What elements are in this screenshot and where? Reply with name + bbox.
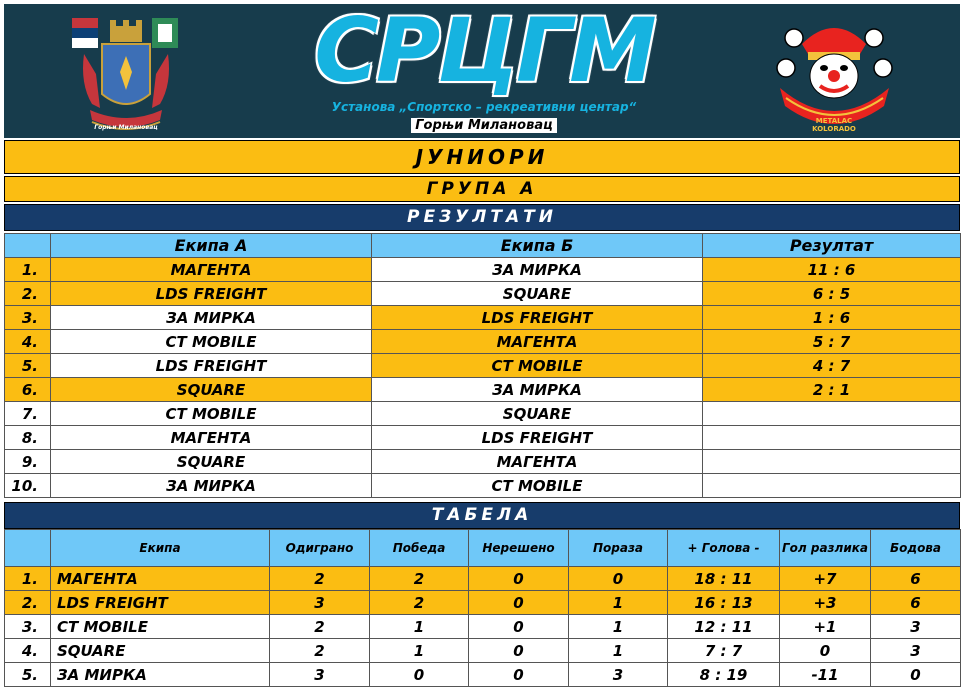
match-number: 10.: [5, 474, 51, 498]
goal-diff-cell: -11: [780, 663, 871, 687]
score-cell: 1 : 6: [703, 306, 961, 330]
standings-header-cell: Нерешено: [469, 530, 569, 567]
team-a-cell: CT MOBILE: [51, 330, 372, 354]
won-cell: 1: [370, 615, 469, 639]
score-cell: 6 : 5: [703, 282, 961, 306]
team-b-cell: LDS FREIGHT: [372, 306, 703, 330]
team-b-cell: МАГЕНТА: [372, 450, 703, 474]
results-title: РЕЗУЛТАТИ: [407, 207, 557, 227]
header: [4, 0, 960, 138]
drawn-cell: 0: [469, 615, 569, 639]
lost-cell: 1: [569, 591, 668, 615]
team-a-cell: LDS FREIGHT: [51, 354, 372, 378]
goals-cell: 7 : 7: [668, 639, 780, 663]
match-number: 8.: [5, 426, 51, 450]
goal-diff-cell: +3: [780, 591, 871, 615]
drawn-cell: 0: [469, 639, 569, 663]
results-row: [5, 378, 961, 402]
match-number: 4.: [5, 330, 51, 354]
standings-row: [5, 639, 961, 663]
standings-header-cell: Бодова: [871, 530, 961, 567]
score-cell: 4 : 7: [703, 354, 961, 378]
team-b-cell: SQUARE: [372, 282, 703, 306]
points-cell: 3: [871, 615, 961, 639]
match-number: 7.: [5, 402, 51, 426]
goal-diff-cell: 0: [780, 639, 871, 663]
match-number: 6.: [5, 378, 51, 402]
team-a-cell: МАГЕНТА: [51, 426, 372, 450]
results-header-cell: [5, 234, 51, 258]
team-b-cell: CT MOBILE: [372, 354, 703, 378]
won-cell: 0: [370, 663, 469, 687]
metalac-kolorado-clown-logo-icon: [772, 14, 897, 134]
team-cell: SQUARE: [51, 639, 270, 663]
rank-cell: 5.: [5, 663, 51, 687]
match-number: 5.: [5, 354, 51, 378]
goals-cell: 18 : 11: [668, 567, 780, 591]
lost-cell: 3: [569, 663, 668, 687]
team-b-cell: CT MOBILE: [372, 474, 703, 498]
rank-cell: 2.: [5, 591, 51, 615]
rank-cell: 3.: [5, 615, 51, 639]
team-a-cell: CT MOBILE: [51, 402, 372, 426]
standings-header-cell: Пораза: [569, 530, 668, 567]
team-cell: LDS FREIGHT: [51, 591, 270, 615]
played-cell: 2: [270, 567, 370, 591]
lost-cell: 1: [569, 615, 668, 639]
team-b-cell: LDS FREIGHT: [372, 426, 703, 450]
goals-cell: 16 : 13: [668, 591, 780, 615]
score-cell: 2 : 1: [703, 378, 961, 402]
standings-header-cell: Екипа: [51, 530, 270, 567]
results-banner: [4, 204, 960, 231]
score-cell: 5 : 7: [703, 330, 961, 354]
won-cell: 2: [370, 567, 469, 591]
results-header-cell: Екипа Б: [372, 234, 703, 258]
team-cell: ЗА МИРКА: [51, 663, 270, 687]
standings-header-cell: Победа: [370, 530, 469, 567]
brand-city: Горњи Милановац: [304, 118, 664, 133]
standings-header-cell: Гол разлика: [780, 530, 871, 567]
table-title: ТАБЕЛА: [431, 505, 533, 525]
standings-row: [5, 591, 961, 615]
results-row: [5, 474, 961, 498]
points-cell: 0: [871, 663, 961, 687]
category-banner: [4, 140, 960, 174]
team-a-cell: SQUARE: [51, 378, 372, 402]
team-b-cell: SQUARE: [372, 402, 703, 426]
team-a-cell: SQUARE: [51, 450, 372, 474]
group-banner: [4, 176, 960, 202]
match-number: 1.: [5, 258, 51, 282]
results-row: [5, 450, 961, 474]
brand-subtitle: Установа „Спортско – рекреативни центар“: [331, 100, 637, 114]
standings-header-row: [5, 530, 961, 567]
group-title: ГРУПА А: [426, 179, 538, 199]
drawn-cell: 0: [469, 591, 569, 615]
results-row: [5, 402, 961, 426]
goal-diff-cell: +1: [780, 615, 871, 639]
results-row: [5, 426, 961, 450]
standings-row: [5, 567, 961, 591]
standings-table: [4, 529, 961, 687]
won-cell: 1: [370, 639, 469, 663]
points-cell: 6: [871, 567, 961, 591]
team-b-cell: ЗА МИРКА: [372, 378, 703, 402]
rank-cell: 4.: [5, 639, 51, 663]
team-a-cell: ЗА МИРКА: [51, 306, 372, 330]
category-title: ЈУНИОРИ: [415, 145, 549, 169]
drawn-cell: 0: [469, 567, 569, 591]
played-cell: 2: [270, 639, 370, 663]
score-cell: [703, 474, 961, 498]
standings-header-cell: [5, 530, 51, 567]
score-cell: [703, 402, 961, 426]
team-b-cell: ЗА МИРКА: [372, 258, 703, 282]
brand-title: СРЦГМ: [314, 0, 654, 102]
match-number: 3.: [5, 306, 51, 330]
municipality-coat-of-arms-icon: [70, 14, 182, 136]
played-cell: 3: [270, 591, 370, 615]
lost-cell: 0: [569, 567, 668, 591]
standings-header-cell: Одиграно: [270, 530, 370, 567]
standings-row: [5, 663, 961, 687]
results-header-cell: Екипа А: [51, 234, 372, 258]
results-header-row: [5, 234, 961, 258]
results-row: [5, 330, 961, 354]
played-cell: 3: [270, 663, 370, 687]
goals-cell: 8 : 19: [668, 663, 780, 687]
results-row: [5, 306, 961, 330]
team-b-cell: МАГЕНТА: [372, 330, 703, 354]
results-row: [5, 282, 961, 306]
results-table: [4, 233, 961, 498]
score-cell: 11 : 6: [703, 258, 961, 282]
rank-cell: 1.: [5, 567, 51, 591]
results-row: [5, 354, 961, 378]
points-cell: 3: [871, 639, 961, 663]
results-row: [5, 258, 961, 282]
crest-right-caption: METALAC KOLORADO: [812, 117, 856, 133]
team-a-cell: МАГЕНТА: [51, 258, 372, 282]
team-a-cell: ЗА МИРКА: [51, 474, 372, 498]
drawn-cell: 0: [469, 663, 569, 687]
played-cell: 2: [270, 615, 370, 639]
won-cell: 2: [370, 591, 469, 615]
match-number: 2.: [5, 282, 51, 306]
score-cell: [703, 426, 961, 450]
crest-left-caption: Горњи Милановац: [94, 124, 158, 131]
score-cell: [703, 450, 961, 474]
team-cell: CT MOBILE: [51, 615, 270, 639]
match-number: 9.: [5, 450, 51, 474]
goal-diff-cell: +7: [780, 567, 871, 591]
team-a-cell: LDS FREIGHT: [51, 282, 372, 306]
team-cell: МАГЕНТА: [51, 567, 270, 591]
results-header-cell: Резултат: [703, 234, 961, 258]
goals-cell: 12 : 11: [668, 615, 780, 639]
table-banner: [4, 502, 960, 529]
lost-cell: 1: [569, 639, 668, 663]
points-cell: 6: [871, 591, 961, 615]
standings-row: [5, 615, 961, 639]
standings-header-cell: + Голова -: [668, 530, 780, 567]
